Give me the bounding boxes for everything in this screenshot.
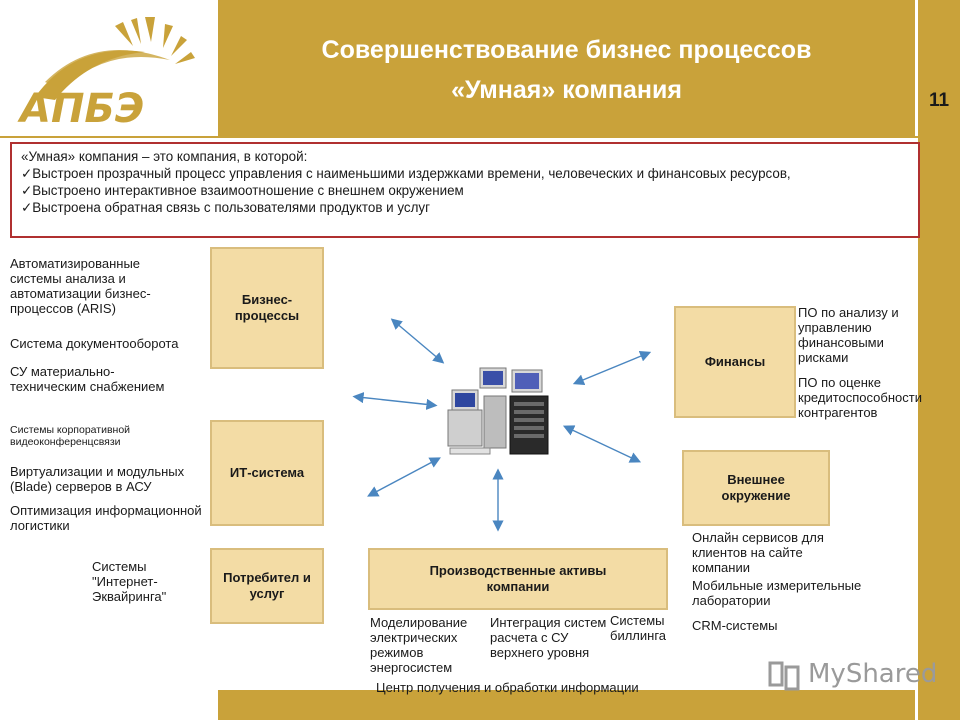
definition-intro: «Умная» компания – это компания, в которой: [21,149,308,164]
it-system-box [210,420,324,526]
consumer-note: Системы "Интернет-Эквайринга" [92,559,167,604]
finance-label: Финансы [704,354,766,369]
finance-note: ПО по анализу и управлению финансовыми рисками [798,305,899,365]
business-processes-label: Бизнес-процессы [234,292,300,323]
external-note: CRM-системы [692,618,778,633]
arrow-finance [578,354,646,382]
watermark-text: MyShared [808,659,938,689]
center-label: Центр получения и обработки информации [376,680,639,695]
production-note: Системы биллинга [610,613,667,643]
it-note: Системы корпоративной видеоконференцсвязи [10,424,131,448]
slide-number: 11 [928,90,950,111]
consumer-services-box [210,548,324,624]
production-assets-box [368,548,668,610]
production-note: Интеграция систем расчета с СУ верхнего уровня [490,615,607,660]
business-processes-box [210,247,324,369]
finance-note: ПО по оценке кредитоспособности контрагентов [798,375,922,420]
definition-bullet: ✓Выстроен прозрачный процесс управления с наименьшими издержками времени, человеческих и финансовых ресурсов, [21,166,791,181]
external-environment-label: Внешнее окружение [721,472,791,503]
external-note: Онлайн сервисов для клиентов на сайте компании [692,530,824,575]
logo-text: АПБЭ [20,86,145,132]
external-note: Мобильные измерительные лаборатории [692,578,862,608]
computer-cluster-icon [440,360,560,460]
it-note: Оптимизация информационной логистики [10,503,202,533]
arrow-it-bottom [372,460,436,494]
business-note: СУ материально-техническим снабжением [10,364,165,394]
production-assets-label: Производственные активы компании [429,563,607,594]
it-system-label: ИТ-система [229,465,305,480]
title-line-2: «Умная» компания [451,76,682,104]
business-note: Автоматизированные системы анализа и автоматизации бизнес-процессов (ARIS) [10,256,151,316]
arrow-external [568,428,636,460]
external-environment-box [682,450,830,526]
title-line-1: Совершенствование бизнес процессов [321,36,812,64]
business-note: Система документооборота [10,336,179,351]
definition-bullet: ✓Выстроено интерактивное взаимоотношение с внешнем окружением [21,183,464,198]
consumer-services-label: Потребител и услуг [223,570,311,601]
finance-box [674,306,796,418]
it-note: Виртуализации и модульных (Blade) серверов в АСУ [10,464,185,494]
arrow-it-top [358,397,432,405]
definition-bullet: ✓Выстроена обратная связь с пользователями продуктов и услуг [21,200,431,215]
production-note: Моделирование электрических режимов энергосистем [370,615,468,675]
arrow-business [395,322,440,360]
